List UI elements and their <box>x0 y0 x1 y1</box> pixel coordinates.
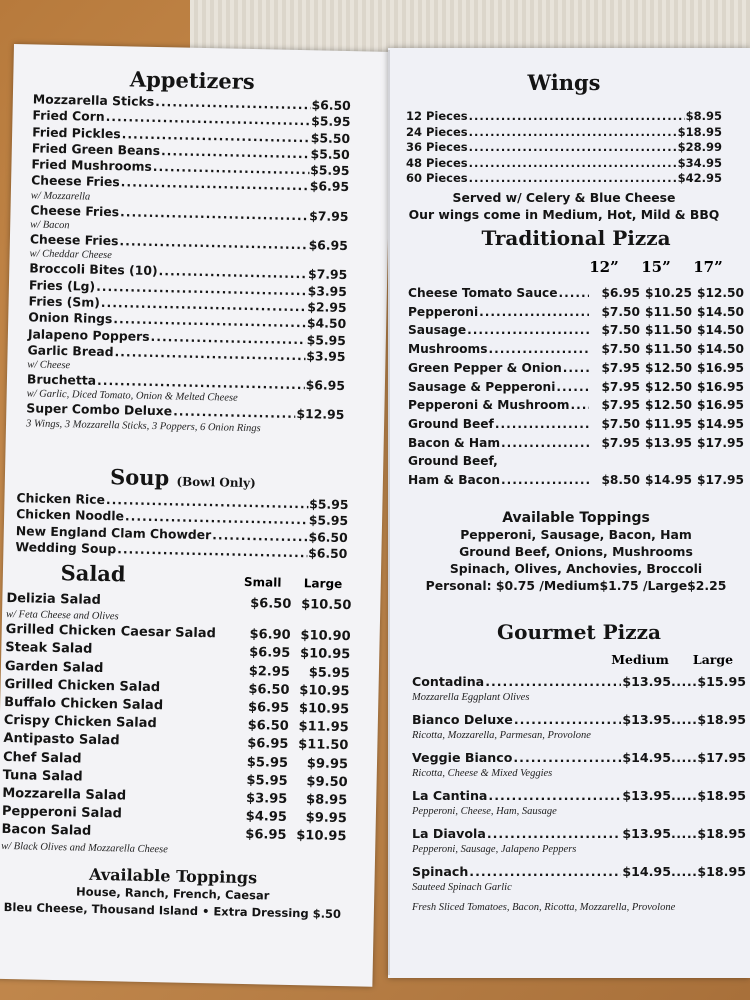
item-name: Chef Salad <box>2 749 82 767</box>
price-small: $6.95 <box>249 645 291 662</box>
item-name: Green Pepper & Onion <box>408 360 562 375</box>
item-name: New England Clam Chowder <box>15 522 212 542</box>
item-price: $5.50 <box>310 129 351 146</box>
item-name: Chicken Rice <box>16 490 106 508</box>
gourmet-pizza-list <box>412 673 746 894</box>
price-large: $18.95 <box>697 864 746 879</box>
item-name: La Cantina <box>412 788 488 803</box>
gourmet-item <box>412 673 746 691</box>
item-name: Bianco Deluxe <box>412 712 513 727</box>
price-15: $11.50 <box>644 304 692 319</box>
leader-dots <box>469 171 677 187</box>
item-name: Grilled Chicken Caesar Salad <box>5 622 217 642</box>
price-medium: $13.95 <box>622 826 671 841</box>
leader-dots <box>514 711 622 729</box>
price-large: $18.95 <box>697 788 746 803</box>
item-name: Bacon Salad <box>1 822 92 840</box>
price-small: $5.95 <box>246 754 289 771</box>
item-name: Spinach <box>412 864 469 879</box>
price-12: $6.95 <box>601 286 640 300</box>
leader-dots <box>570 396 589 415</box>
traditional-pizza-title: Traditional Pizza <box>481 226 671 250</box>
salad-toppings-title: Available Toppings <box>88 864 258 887</box>
item-name: Ground Beef <box>408 416 494 431</box>
price-15: $12.50 <box>644 379 692 394</box>
item-name: Crispy Chicken Salad <box>3 713 157 732</box>
wing-item <box>406 171 722 187</box>
pizza-toppings-line1: Pepperoni, Sausage, Bacon, Ham <box>460 526 692 542</box>
leader-dots-short: ..... <box>670 826 698 841</box>
gourmet-item <box>412 863 746 881</box>
item-price: $8.95 <box>685 109 722 123</box>
item-name: Veggie Bianco <box>412 750 513 765</box>
price-large: $10.95 <box>299 646 351 663</box>
item-price: $42.95 <box>677 171 722 185</box>
item-name: Jalapeno Poppers <box>27 325 150 344</box>
pizza-toppings-line4: Personal: $0.75 /Medium$1.75 /Large$2.25 <box>425 577 727 593</box>
pizza-item <box>408 434 744 453</box>
item-name: 36 Pieces <box>406 140 468 154</box>
menu-right-panel <box>388 48 750 978</box>
item-name: 60 Pieces <box>406 171 468 185</box>
item-name: Fried Green Beans <box>31 140 161 158</box>
leader-dots-short: ..... <box>670 864 698 879</box>
salad-section <box>0 559 352 923</box>
price-small: $6.95 <box>245 827 287 844</box>
price-12: $7.50 <box>601 323 640 338</box>
price-15: $14.95 <box>644 473 692 488</box>
item-name: Garden Salad <box>4 658 104 676</box>
pizza-item <box>408 340 744 359</box>
price-17: $14.50 <box>696 304 744 319</box>
wing-item <box>406 140 722 156</box>
item-name: 24 Pieces <box>406 124 468 139</box>
item-price: $5.50 <box>310 146 350 162</box>
item-name: 12 Pieces <box>406 109 468 123</box>
leader-dots <box>479 303 589 322</box>
gourmet-col-medium: Medium <box>611 652 669 667</box>
item-price: $6.50 <box>308 528 348 545</box>
item-name: Contadina <box>412 674 485 689</box>
price-large: $17.95 <box>697 750 746 765</box>
pizza-item <box>408 284 744 303</box>
wing-item <box>406 125 722 141</box>
pizza-item <box>408 359 744 378</box>
price-15: $11.95 <box>644 416 692 431</box>
pizza-item <box>408 396 744 415</box>
leader-dots <box>488 787 621 805</box>
item-name: Mozzarella Sticks <box>32 91 155 109</box>
price-medium: $14.95 <box>622 864 671 879</box>
price-15: $12.50 <box>644 398 692 413</box>
price-12: $7.95 <box>601 435 640 450</box>
gourmet-col-header <box>412 652 746 667</box>
price-small: $6.95 <box>247 736 289 753</box>
salad-title: Salad <box>60 560 126 587</box>
gourmet-note: Ricotta, Cheese & Mixed Veggies <box>412 768 553 779</box>
leader-dots <box>467 321 589 340</box>
item-name: Steak Salad <box>5 640 93 658</box>
pizza-size-header <box>408 258 744 276</box>
salad-col-small: Small <box>243 574 282 590</box>
pizza-item <box>408 415 744 434</box>
item-name: Broccoli Bites (10) <box>29 260 158 279</box>
price-large: $11.50 <box>298 737 349 754</box>
pizza-toppings-title: Available Toppings <box>502 509 650 526</box>
gourmet-item <box>412 749 746 767</box>
item-name: Fried Corn <box>32 107 105 125</box>
price-large: $8.95 <box>305 792 348 809</box>
item-name: Ham & Bacon <box>408 473 501 488</box>
price-12: $7.50 <box>601 304 640 319</box>
leader-dots <box>501 471 589 490</box>
pizza-item <box>408 303 744 322</box>
price-15: $12.50 <box>644 360 692 375</box>
price-17: $16.95 <box>696 379 744 394</box>
traditional-pizza-list <box>408 284 744 490</box>
price-large: $11.95 <box>298 719 349 736</box>
leader-dots-short: ..... <box>670 674 698 689</box>
leader-dots <box>117 541 307 561</box>
pizza-item <box>408 471 744 490</box>
price-12: $8.50 <box>601 473 640 488</box>
size-15: 15” <box>641 258 671 276</box>
salad-note: w/ Feta Cheese and Olives <box>5 609 119 623</box>
leader-dots-short: ..... <box>670 712 698 727</box>
gourmet-pizza-section <box>412 620 746 914</box>
price-large: $9.95 <box>305 810 348 827</box>
leader-dots <box>513 749 621 767</box>
item-name: Delizia Salad <box>6 590 102 608</box>
price-12: $7.95 <box>601 360 640 375</box>
appetizer-note: w/ Cheese <box>27 359 71 372</box>
item-name: Tuna Salad <box>2 767 83 785</box>
price-large: $10.95 <box>296 828 347 845</box>
price-small: $6.50 <box>250 596 292 612</box>
pizza-item <box>408 452 744 471</box>
gourmet-item <box>412 787 746 805</box>
price-large: $5.95 <box>308 664 351 681</box>
gourmet-note: Sauteed Spinach Garlic <box>412 882 512 893</box>
leader-dots <box>559 284 589 303</box>
price-small: $2.95 <box>248 663 291 680</box>
leader-dots <box>563 359 589 378</box>
wings-note-1: Served w/ Celery & Blue Cheese <box>452 189 676 205</box>
gourmet-item <box>412 825 746 843</box>
pizza-item <box>408 378 744 397</box>
traditional-pizza-section <box>408 226 744 594</box>
gourmet-col-large: Large <box>692 652 734 667</box>
item-price: $2.95 <box>307 299 347 315</box>
pizza-item <box>408 321 744 340</box>
price-12: $7.50 <box>601 342 640 357</box>
item-price: $5.95 <box>308 512 349 529</box>
leader-dots <box>501 434 589 453</box>
item-name: Fries (Sm) <box>28 293 101 310</box>
gourmet-note: Pepperoni, Cheese, Ham, Sausage <box>412 806 557 817</box>
item-name: Antipasto Salad <box>3 731 120 749</box>
price-17: $14.50 <box>696 323 744 338</box>
price-17: $12.50 <box>696 286 744 300</box>
price-17: $16.95 <box>696 360 744 375</box>
size-12: 12” <box>589 258 619 276</box>
item-name: Fries (Lg) <box>28 277 96 294</box>
price-large: $9.50 <box>306 774 348 790</box>
leader-dots <box>488 340 589 359</box>
price-17: $14.50 <box>696 342 744 357</box>
leader-dots <box>469 140 677 156</box>
item-name: Cheese Fries <box>30 172 120 190</box>
pizza-toppings-line2: Ground Beef, Onions, Mushrooms <box>459 543 693 559</box>
item-name: Mushrooms <box>408 342 488 357</box>
appetizer-note: w/ Garlic, Diced Tomato, Onion & Melted Cheese <box>26 388 238 405</box>
price-large: $18.95 <box>697 712 746 727</box>
item-price: $4.50 <box>306 315 347 332</box>
price-medium: $14.95 <box>622 750 671 765</box>
salad-col-large: Large <box>303 576 343 591</box>
price-small: $6.95 <box>247 700 290 716</box>
item-price: $7.95 <box>309 208 349 224</box>
gourmet-note: Ricotta, Mozzarella, Parmesan, Provolone <box>412 730 591 741</box>
price-medium: $13.95 <box>622 674 671 689</box>
gourmet-footer-note: Fresh Sliced Tomatoes, Bacon, Ricotta, Mozzarella, Provolone <box>412 902 676 913</box>
item-name: Pepperoni <box>408 304 479 319</box>
price-large: $10.50 <box>300 597 352 614</box>
item-price: $3.95 <box>306 348 346 364</box>
price-small: $6.90 <box>249 627 291 644</box>
price-large: $10.95 <box>298 701 350 718</box>
salad-toppings-line1: House, Ranch, French, Caesar <box>75 884 270 903</box>
soup-section <box>15 462 349 562</box>
item-name: Ground Beef, <box>408 454 498 469</box>
size-17: 17” <box>693 258 723 276</box>
price-15: $11.50 <box>644 323 692 338</box>
gourmet-note: Pepperoni, Sausage, Jalapeno Peppers <box>412 844 577 855</box>
soup-title-text: Soup <box>109 464 170 491</box>
item-price: $6.95 <box>305 377 346 394</box>
price-large: $9.95 <box>306 755 349 772</box>
price-small: $6.50 <box>248 681 290 698</box>
item-name: Grilled Chicken Salad <box>4 676 161 696</box>
item-price: $5.95 <box>310 162 350 179</box>
item-name: Chicken Noodle <box>16 506 125 524</box>
price-large: $10.95 <box>299 682 350 699</box>
soup-list <box>15 490 348 562</box>
item-name: Fried Pickles <box>32 123 121 141</box>
pizza-toppings-line3: Spinach, Olives, Anchovies, Broccoli <box>449 560 703 576</box>
item-price: $7.95 <box>307 266 348 283</box>
leader-dots <box>469 863 621 881</box>
item-name: Sausage & Pepperoni <box>408 379 556 394</box>
appetizer-note: 3 Wings, 3 Mozzarella Sticks, 3 Poppers, 6 Onion Rings <box>25 418 261 434</box>
leader-dots <box>212 527 308 545</box>
item-price: $34.95 <box>677 155 722 170</box>
wings-note-2: Our wings come in Medium, Hot, Mild & BBQ <box>408 206 720 222</box>
price-12: $7.95 <box>601 379 640 394</box>
appetizer-note: w/ Mozzarella <box>30 190 91 203</box>
item-name: La Diavola <box>412 826 486 841</box>
salad-list <box>1 590 351 860</box>
gourmet-pizza-title: Gourmet Pizza <box>497 620 661 644</box>
wings-list <box>406 109 722 187</box>
price-17: $17.95 <box>696 473 744 488</box>
item-name: Pepperoni & Mushroom <box>408 398 570 413</box>
item-name: Sausage <box>408 323 467 338</box>
gourmet-item <box>412 711 746 729</box>
price-15: $13.95 <box>644 435 692 450</box>
leader-dots <box>469 109 685 125</box>
wings-title: Wings <box>527 70 601 95</box>
item-name: Garlic Bread <box>27 342 114 360</box>
appetizers-list <box>26 91 351 436</box>
item-price: $5.95 <box>306 331 347 348</box>
leader-dots <box>556 378 589 397</box>
item-price: $12.95 <box>296 406 345 423</box>
price-large: $10.90 <box>300 628 351 645</box>
salad-toppings-line2: Bleu Cheese, Thousand Island • Extra Dressing $.50 <box>3 899 342 921</box>
item-name: Pepperoni Salad <box>1 804 123 822</box>
price-large: $15.95 <box>697 674 746 689</box>
item-price: $6.50 <box>308 545 348 561</box>
item-name: Mozzarella Salad <box>2 785 127 804</box>
item-name: Bacon & Ham <box>408 435 501 450</box>
item-price: $6.50 <box>311 97 351 114</box>
salad-note: w/ Black Olives and Mozzarella Cheese <box>1 840 168 856</box>
wing-item <box>406 109 722 125</box>
item-name: Bruchetta <box>26 371 97 388</box>
item-name: Cheese Fries <box>30 202 120 220</box>
item-price: $5.95 <box>309 496 349 513</box>
item-price: $3.95 <box>307 282 348 299</box>
item-name: Cheese Fries <box>29 231 119 249</box>
item-name: Fried Mushrooms <box>31 156 153 175</box>
price-17: $17.95 <box>696 435 744 450</box>
price-15: $10.25 <box>644 286 692 300</box>
item-name: Wedding Soup <box>15 539 117 557</box>
price-17: $14.95 <box>696 416 744 431</box>
price-medium: $13.95 <box>622 712 671 727</box>
price-15: $11.50 <box>644 342 692 357</box>
leader-dots <box>469 125 677 141</box>
leader-dots <box>485 673 621 691</box>
leader-dots <box>495 415 589 434</box>
gourmet-note: Mozzarella Eggplant Olives <box>412 692 530 703</box>
item-name: Super Combo Deluxe <box>26 400 173 419</box>
leader-dots <box>487 825 622 843</box>
item-price: $6.95 <box>308 237 349 254</box>
item-price: $5.95 <box>311 113 351 130</box>
price-small: $4.95 <box>245 809 288 826</box>
menu-left-panel <box>0 44 392 987</box>
price-large: $18.95 <box>697 826 746 841</box>
appetizers-title: Appetizers <box>129 66 255 95</box>
leader-dots <box>469 156 677 172</box>
leader-dots-short: ..... <box>670 750 698 765</box>
price-12: $7.95 <box>601 398 640 413</box>
price-small: $6.50 <box>247 718 289 735</box>
item-name: Onion Rings <box>28 309 113 327</box>
item-name: Cheese Tomato Sauce <box>408 286 558 300</box>
appetizer-note: w/ Bacon <box>30 219 70 232</box>
appetizers-section <box>26 64 352 436</box>
item-name: Buffalo Chicken Salad <box>4 694 164 714</box>
price-medium: $13.95 <box>622 788 671 803</box>
appetizer-note: w/ Cheddar Cheese <box>29 248 112 262</box>
item-name: 48 Pieces <box>406 155 468 170</box>
wing-item <box>406 156 722 172</box>
item-price: $6.95 <box>309 178 350 195</box>
price-12: $7.50 <box>601 416 640 431</box>
price-small: $3.95 <box>245 791 288 807</box>
price-17: $16.95 <box>696 398 744 413</box>
soup-subtitle: (Bowl Only) <box>176 474 256 491</box>
wings-section <box>406 70 722 223</box>
item-price: $28.99 <box>677 140 722 154</box>
soup-title <box>17 462 349 494</box>
leader-dots-short: ..... <box>670 788 698 803</box>
menu-fold <box>388 50 390 975</box>
item-price: $18.95 <box>677 124 722 139</box>
price-small: $5.95 <box>246 772 288 789</box>
